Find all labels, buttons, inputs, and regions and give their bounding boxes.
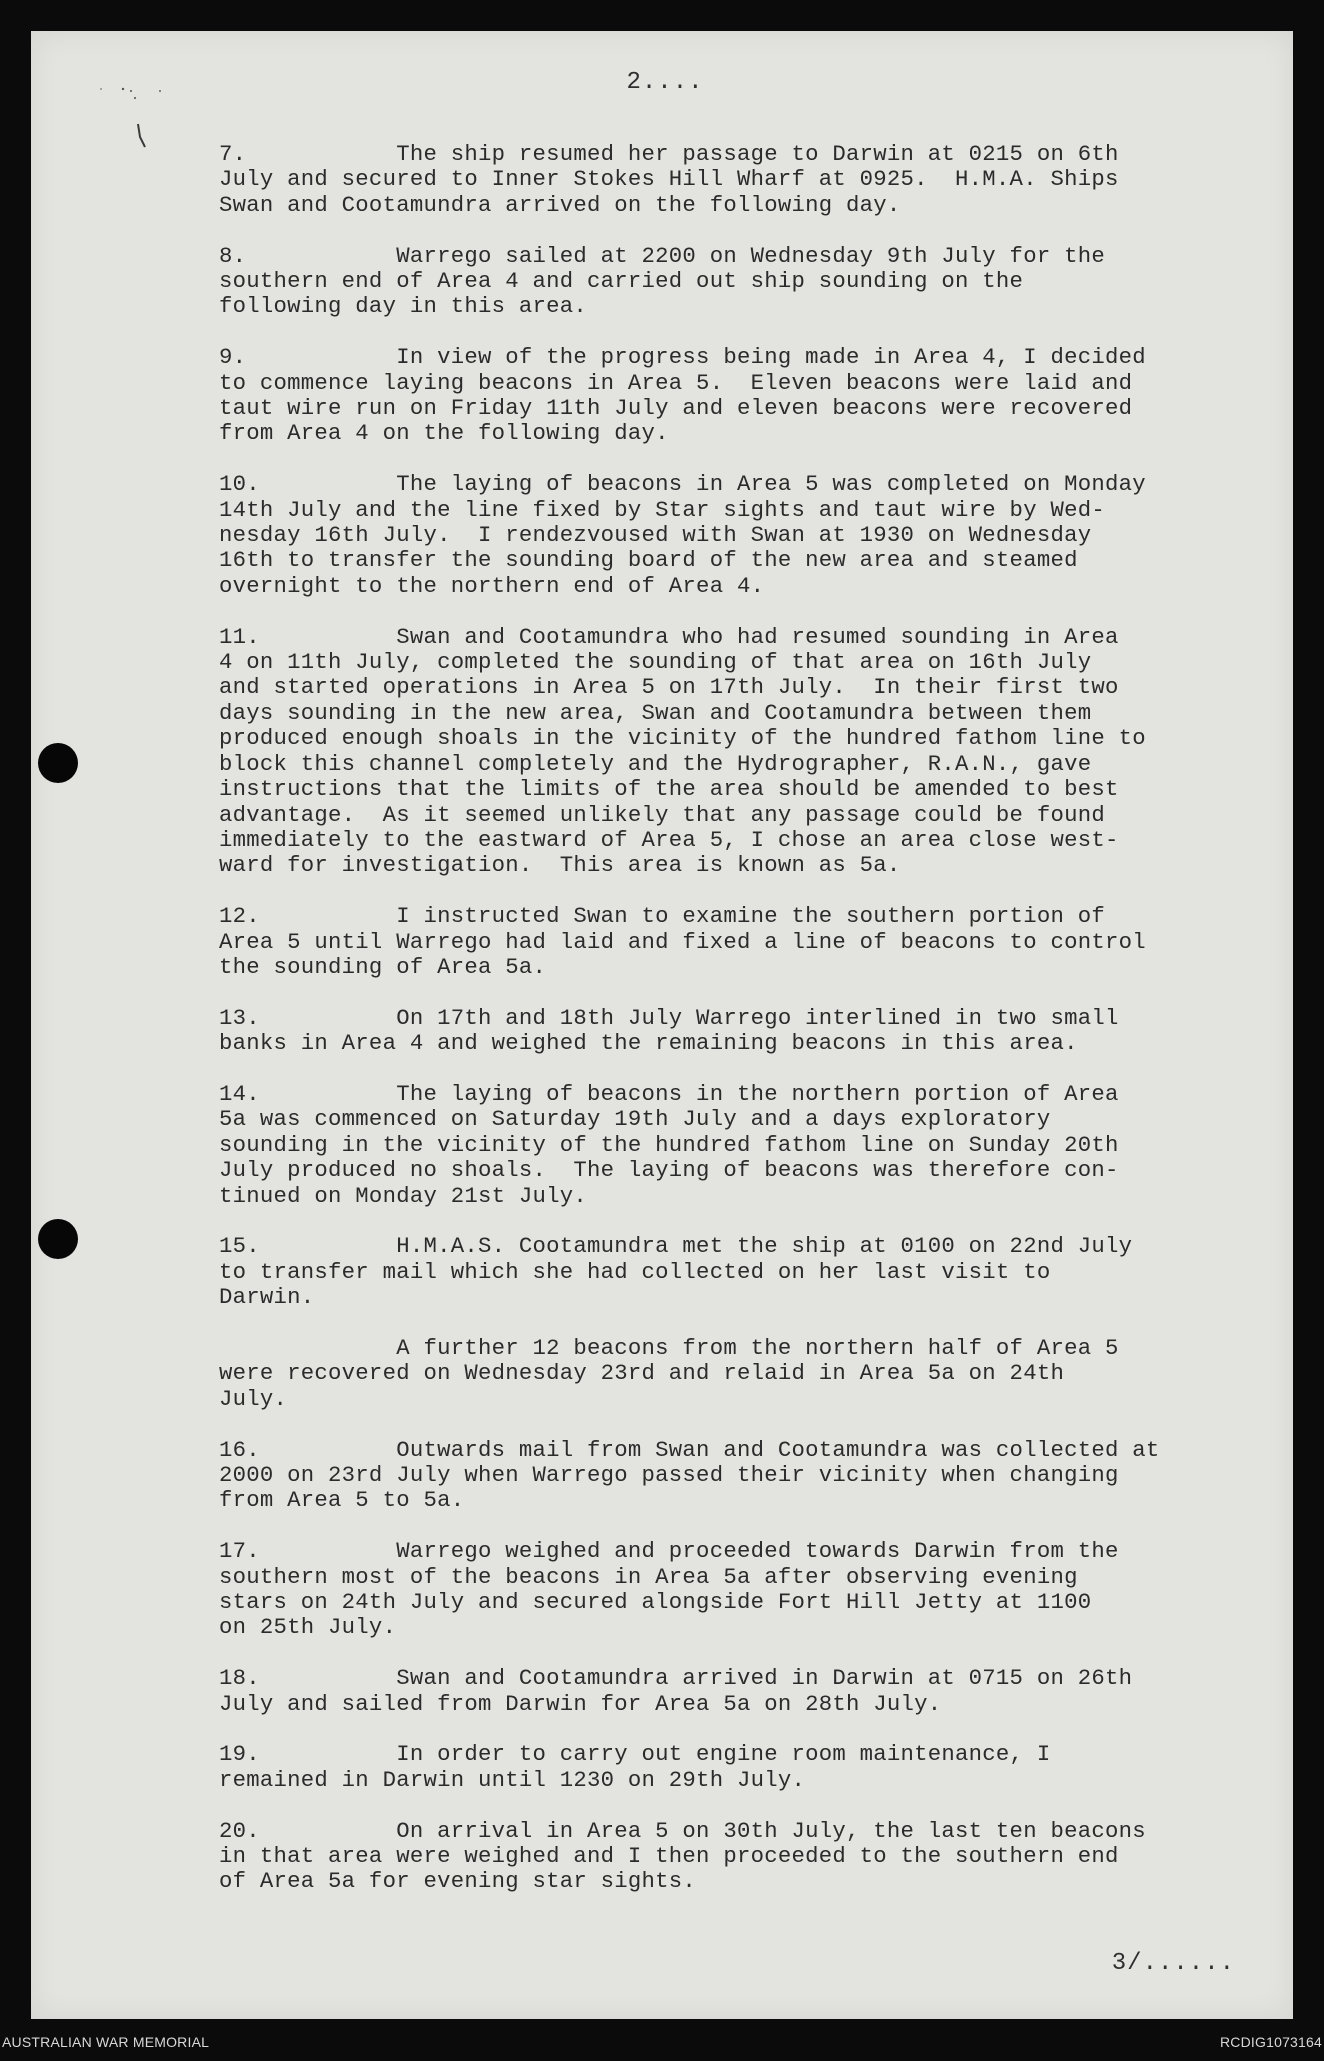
- paragraph-11: 11. Swan and Cootamundra who had resumed sounding in Area 4 on 11th July, completed the sounding of that area on 16th July and started operations in Area 5 on 17th July. In their first two days sounding in the new area, Swan and Cootamundra between them produced enough shoals in the vicinity of the hundred fathom line to block this channel completely and the Hydrographer, R.A.N., gave instructions that the limits of the area should be amended to best advantage. As it seemed unlikely that any passage could be found immediately to the eastward of Area 5, I chose an area close west- ward for investigation. This area is known as 5a.: [219, 623, 1146, 879]
- continuation-marker: 3/......: [1111, 1950, 1235, 1977]
- punch-hole: [38, 743, 78, 783]
- paragraph-17: 17. Warrego weighed and proceeded towards Darwin from the southern most of the beacons in Area 5a after observing evening stars on 24th July and secured alongside Fort Hill Jetty at 1100 on 25th July.: [219, 1538, 1119, 1641]
- paragraph-20: 20. On arrival in Area 5 on 30th July, the last ten beacons in that area were weighed and I then proceeded to the southern end of Area 5a for evening star sights.: [219, 1817, 1146, 1895]
- paragraph-12: 12. I instructed Swan to examine the southern portion of Area 5 until Warrego had laid and fixed a line of beacons to control the sounding of Area 5a.: [219, 903, 1146, 980]
- footer-source: AUSTRALIAN WAR MEMORIAL: [2, 2034, 210, 2050]
- paragraph-7: 7. The ship resumed her passage to Darwin at 0215 on 6th July and secured to Inner Stokes Hill Wharf at 0925. H.M.A. Ships Swan and Cootamundra arrived on the following day.: [219, 141, 1119, 218]
- paragraph-14: 14. The laying of beacons in the northern portion of Area 5a was commenced on Saturday 19th July and a days exploratory sounding in the vicinity of the hundred fathom line on Sunday 20th July produced no shoals. The laying of beacons was therefore con- tinued on Monday 21st July.: [219, 1080, 1119, 1209]
- paragraph-15-continued: A further 12 beacons from the northern half of Area 5 were recovered on Wednesday 23rd and relaid in Area 5a on 24th July.: [219, 1334, 1119, 1412]
- paragraph-19: 19. In order to carry out engine room maintenance, I remained in Darwin until 1230 on 29th July.: [219, 1741, 1051, 1793]
- paragraph-15: 15. H.M.A.S. Cootamundra met the ship at 0100 on 22nd July to transfer mail which she had collected on her last visit to Darwin.: [219, 1233, 1133, 1311]
- paragraph-13: 13. On 17th and 18th July Warrego interlined in two small banks in Area 4 and weighed the remaining beacons in this area.: [219, 1004, 1119, 1057]
- document-page: [31, 31, 1293, 2019]
- paragraph-18: 18. Swan and Cootamundra arrived in Darwin at 0715 on 26th July and sailed from Darwin for Area 5a on 28th July.: [219, 1665, 1133, 1717]
- page-number: 2....: [626, 69, 704, 96]
- paragraph-9: 9. In view of the progress being made in Area 4, I decided to commence laying beacons in Area 5. Eleven beacons were laid and taut wire run on Friday 11th July and eleven beacons were recovered from Area 4 on the following day.: [219, 344, 1146, 447]
- pencil-mark: [136, 123, 146, 149]
- paragraph-16: 16. Outwards mail from Swan and Cootamundra was collected at 2000 on 23rd July when Warrego passed their vicinity when changing from Area 5 to 5a.: [219, 1436, 1160, 1514]
- paragraph-8: 8. Warrego sailed at 2200 on Wednesday 9th July for the southern end of Area 4 and carried out ship sounding on the following day in this area.: [219, 242, 1105, 320]
- document-body: [219, 142, 1289, 1895]
- footer-record-id: RCDIG1073164: [1219, 2034, 1322, 2050]
- punch-hole: [38, 1219, 78, 1259]
- paragraph-10: 10. The laying of beacons in Area 5 was completed on Monday 14th July and the line fixed by Star sights and taut wire by Wed- nesday 16th July. I rendezvoused with Swan at 1930 on Wednesday 16th to transfer the sounding board of the new area and steamed overnight to the northern end of Area 4.: [219, 471, 1146, 599]
